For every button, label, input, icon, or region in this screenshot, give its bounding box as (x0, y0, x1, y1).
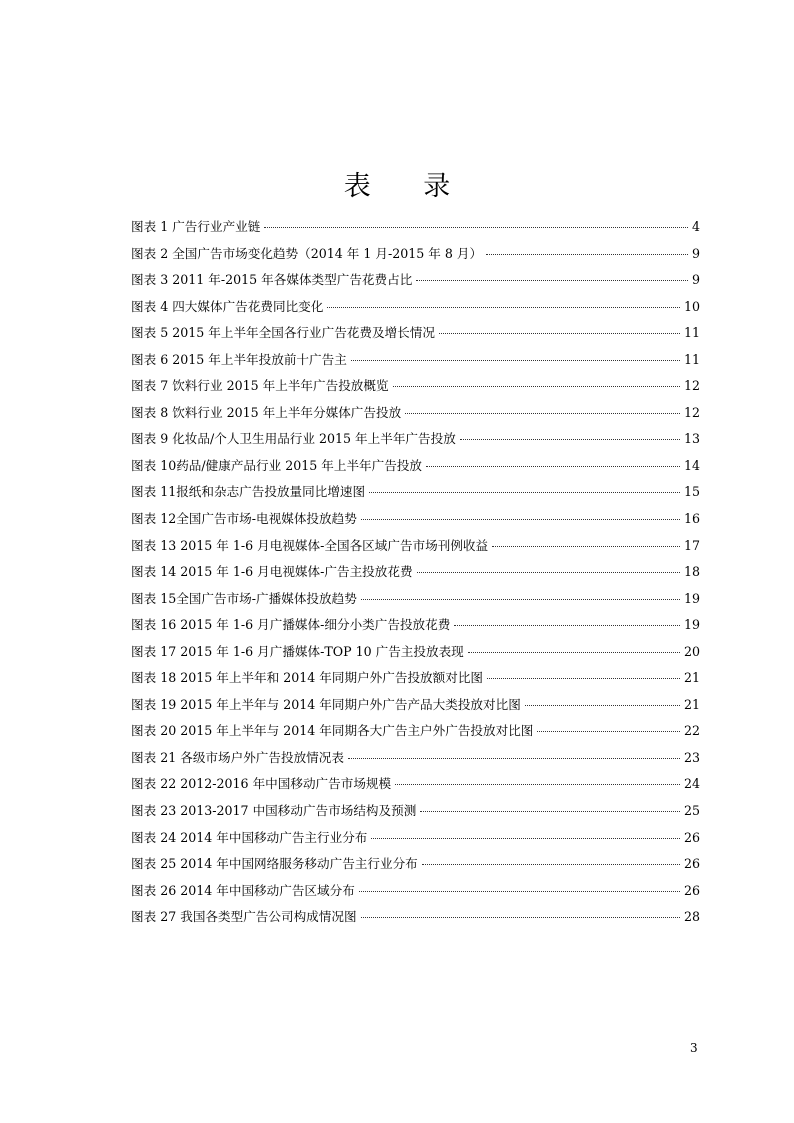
dot-leader (361, 518, 680, 520)
dot-leader (369, 491, 680, 493)
toc-entry[interactable] (131, 294, 700, 321)
toc-entry-label: 图表 18 2015 年上半年和 2014 年同期户外广告投放额对比图 (131, 670, 484, 686)
dot-leader (348, 757, 680, 759)
toc-entry[interactable] (131, 825, 700, 852)
toc-entry-label: 图表 4 四大媒体广告花费同比变化 (131, 298, 324, 314)
toc-entry-label: 图表 23 2013-2017 中国移动广告市场结构及预测 (131, 803, 417, 819)
toc-entry-page: 18 (683, 564, 700, 580)
dot-leader (525, 704, 680, 706)
toc-entry[interactable] (131, 665, 700, 692)
toc-entry-page: 20 (683, 643, 700, 659)
toc-entry-label: 图表 10药品/健康产品行业 2015 年上半年广告投放 (131, 457, 423, 473)
page-title: 表 录 (343, 171, 473, 203)
toc-entry[interactable] (131, 479, 700, 506)
toc-entry-page: 26 (683, 856, 700, 872)
toc-entry-label: 图表 24 2014 年中国移动广告主行业分布 (131, 829, 368, 845)
dot-leader (420, 810, 680, 812)
dot-leader (417, 571, 680, 573)
toc-entry[interactable] (131, 612, 700, 639)
dot-leader (537, 730, 680, 732)
toc-entry[interactable] (131, 373, 700, 400)
toc-entry-label: 图表 26 2014 年中国移动广告区域分布 (131, 882, 355, 898)
toc-entry-label: 图表 15全国广告市场-广播媒体投放趋势 (131, 590, 357, 606)
toc-entry-label: 图表 20 2015 年上半年与 2014 年同期各大广告主户外广告投放对比图 (131, 723, 534, 739)
toc-entry[interactable] (131, 692, 700, 719)
toc-entry[interactable] (131, 400, 700, 427)
toc-entry-label: 图表 7 饮料行业 2015 年上半年广告投放概览 (131, 378, 389, 394)
toc-entry-label: 图表 5 2015 年上半年全国各行业广告花费及增长情况 (131, 325, 435, 341)
toc-entry-page: 21 (683, 670, 700, 686)
toc-entry[interactable] (131, 347, 700, 374)
dot-leader (486, 253, 688, 255)
toc-entry-page: 25 (683, 803, 700, 819)
toc-entry-page: 19 (683, 617, 700, 633)
toc-entry-page: 28 (683, 909, 700, 925)
toc-entry[interactable] (131, 771, 700, 798)
dot-leader (405, 412, 680, 414)
toc-entry-page: 26 (683, 882, 700, 898)
toc-entry-page: 13 (683, 431, 700, 447)
page-number: 3 (690, 1041, 698, 1055)
toc-entry[interactable] (131, 904, 700, 931)
toc-entry-page: 21 (683, 696, 700, 712)
toc-entry-page: 24 (683, 776, 700, 792)
toc-entry-label: 图表 16 2015 年 1-6 月广播媒体-细分小类广告投放花费 (131, 617, 451, 633)
toc-entry-page: 22 (683, 723, 700, 739)
dot-leader (359, 890, 680, 892)
toc-entry[interactable] (131, 798, 700, 825)
dot-leader (422, 863, 680, 865)
toc-entry-page: 11 (683, 325, 700, 341)
toc-entry-page: 12 (683, 378, 700, 394)
toc-entry-label: 图表 27 我国各类型广告公司构成情况图 (131, 909, 357, 925)
dot-leader (395, 783, 680, 785)
toc-entry-page: 23 (683, 749, 700, 765)
dot-leader (454, 624, 680, 626)
toc-entry-label: 图表 22 2012-2016 年中国移动广告市场规模 (131, 776, 392, 792)
toc-entry-label: 图表 21 各级市场户外广告投放情况表 (131, 749, 344, 765)
toc-entry-label: 图表 1 广告行业产业链 (131, 219, 261, 234)
toc-entry-label: 图表 9 化妆品/个人卫生用品行业 2015 年上半年广告投放 (131, 431, 456, 447)
toc-entry[interactable] (131, 639, 700, 666)
dot-leader (439, 332, 680, 334)
toc-entry[interactable] (131, 241, 700, 268)
toc-entry[interactable] (131, 426, 700, 453)
dot-leader (492, 545, 680, 547)
toc-entry-page: 16 (683, 511, 700, 527)
toc-entry-page: 15 (683, 484, 700, 500)
dot-leader (264, 226, 688, 228)
toc-entry-page: 10 (683, 298, 700, 314)
toc-entry[interactable] (131, 453, 700, 480)
toc-entry-label: 图表 3 2011 年-2015 年各媒体类型广告花费占比 (131, 272, 413, 288)
toc-entry[interactable] (131, 506, 700, 533)
toc-entry-page: 9 (691, 272, 700, 288)
dot-leader (426, 465, 680, 467)
dot-leader (487, 677, 680, 679)
toc-entry[interactable] (131, 320, 700, 347)
toc-entry-label: 图表 2 全国广告市场变化趋势（2014 年 1 月-2015 年 8 月） (131, 245, 483, 261)
dot-leader (351, 359, 680, 361)
toc-entry-page: 26 (683, 829, 700, 845)
toc-entry[interactable] (131, 533, 700, 560)
toc-entry[interactable] (131, 851, 700, 878)
toc-entry-page: 12 (683, 404, 700, 420)
dot-leader (460, 438, 680, 440)
toc-entry-label: 图表 8 饮料行业 2015 年上半年分媒体广告投放 (131, 404, 402, 420)
toc-entry-page: 17 (683, 537, 700, 553)
dot-leader (468, 651, 680, 653)
toc-entry-page: 19 (683, 590, 700, 606)
toc-entry[interactable] (131, 718, 700, 745)
toc-entry-label: 图表 12全国广告市场-电视媒体投放趋势 (131, 511, 357, 527)
toc-entry-page: 11 (683, 351, 700, 367)
toc-entry-page: 4 (691, 219, 700, 234)
toc-entry[interactable] (131, 878, 700, 905)
dot-leader (361, 598, 680, 600)
toc-entry-label: 图表 25 2014 年中国网络服务移动广告主行业分布 (131, 856, 418, 872)
toc-entry-label: 图表 19 2015 年上半年与 2014 年同期户外广告产品大类投放对比图 (131, 696, 521, 712)
toc-entry[interactable] (131, 745, 700, 772)
toc-entry[interactable] (131, 214, 700, 241)
toc-entry-page: 14 (683, 457, 700, 473)
dot-leader (371, 837, 680, 839)
toc-entry-label: 图表 6 2015 年上半年投放前十广告主 (131, 351, 347, 367)
toc-entry[interactable] (131, 586, 700, 613)
toc-entry-label: 图表 14 2015 年 1-6 月电视媒体-广告主投放花费 (131, 564, 413, 580)
toc-entry-page: 9 (691, 245, 700, 261)
dot-leader (327, 306, 680, 308)
toc-entry-label: 图表 11报纸和杂志广告投放量同比增速图 (131, 484, 366, 500)
toc-entry[interactable] (131, 267, 700, 294)
dot-leader (361, 916, 680, 918)
dot-leader (416, 279, 688, 281)
table-of-figures (131, 214, 700, 931)
toc-entry[interactable] (131, 559, 700, 586)
dot-leader (393, 385, 680, 387)
toc-entry-label: 图表 13 2015 年 1-6 月电视媒体-全国各区域广告市场刊例收益 (131, 537, 489, 553)
toc-entry-label: 图表 17 2015 年 1-6 月广播媒体-TOP 10 广告主投放表现 (131, 643, 464, 659)
